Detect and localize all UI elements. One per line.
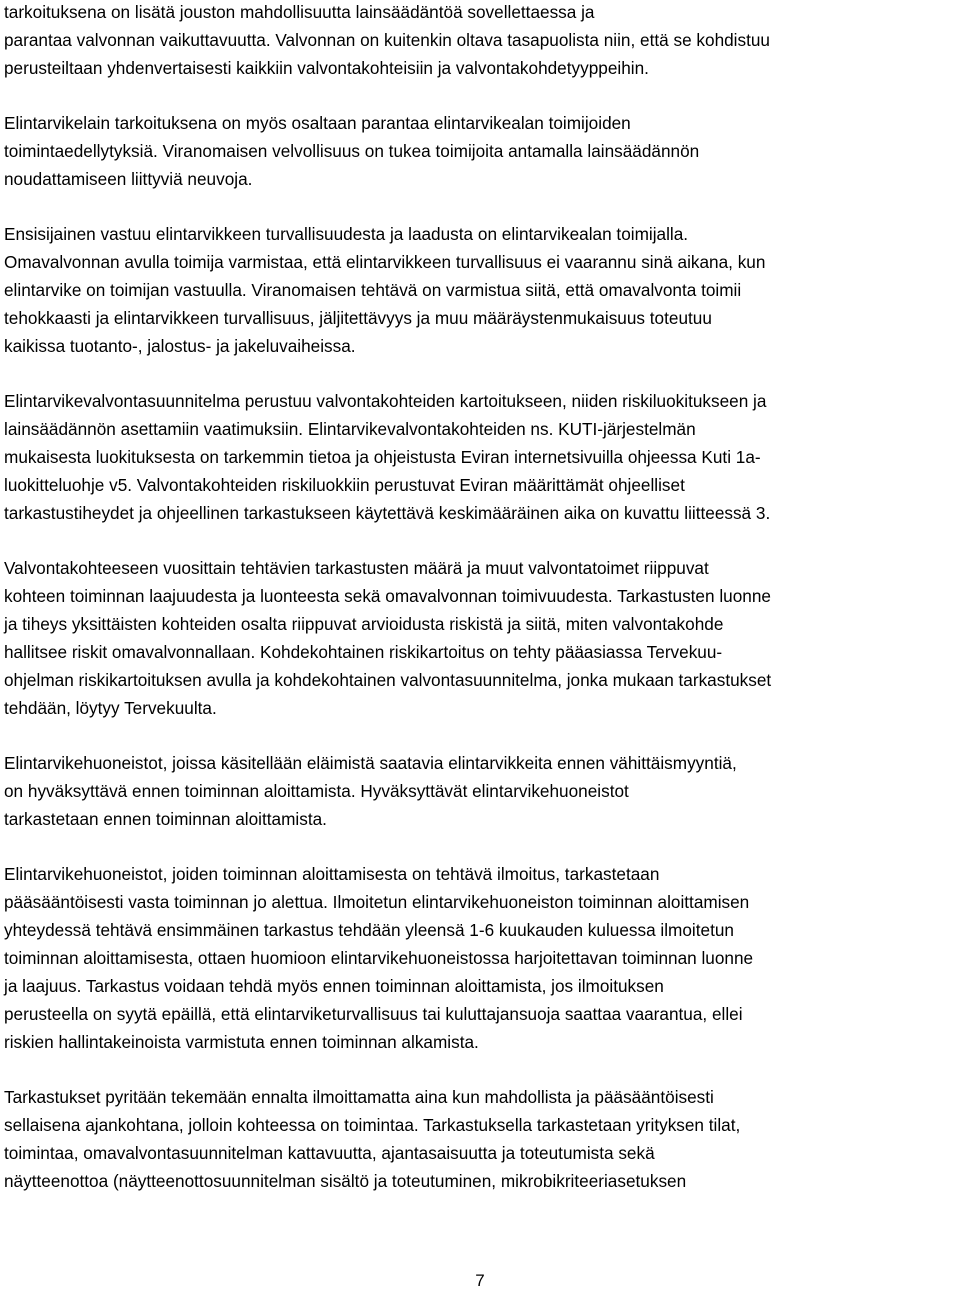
- paragraph-1: [4, 0, 958, 82]
- text-line: pääsääntöisesti vasta toiminnan jo alettua. Ilmoitetun elintarvikehuoneiston toiminnan aloittamisen: [4, 892, 750, 912]
- text-line: tehdään, löytyy Tervekuulta.: [4, 698, 217, 718]
- text-line: riskien hallintakeinoista varmistuta ennen toiminnan alkamista.: [4, 1032, 479, 1052]
- text-line: toiminnan aloittamisesta, ottaen huomioon elintarvikehuoneistossa harjoitettavan toiminnan luonne: [4, 948, 754, 968]
- text-line: Elintarvikehuoneistot, joiden toiminnan aloittamisesta on tehtävä ilmoitus, tarkastetaan: [4, 864, 660, 884]
- text-line: sellaisena ajankohtana, jolloin kohteessa on toimintaa. Tarkastuksella tarkastetaan yrityksen tilat,: [4, 1115, 741, 1135]
- text-line: toimintaedellytyksiä. Viranomaisen velvollisuus on tukea toimijoita antamalla lainsäädännön: [4, 141, 700, 161]
- text-line: parantaa valvonnan vaikuttavuutta. Valvonnan on kuitenkin oltava tasapuolista niin, että se kohdistuu: [4, 30, 770, 50]
- text-line: perusteella on syytä epäillä, että elintarviketurvallisuus tai kuluttajansuoja saattaa vaarantua, ellei: [4, 1004, 743, 1024]
- text-line: kohteen toiminnan laajuudesta ja luonteesta sekä omavalvonnan toimivuudesta. Tarkastusten luonne: [4, 586, 771, 606]
- text-line: tarkoituksena on lisätä jouston mahdollisuutta lainsäädäntöä sovellettaessa ja: [4, 2, 595, 22]
- text-line: noudattamiseen liittyviä neuvoja.: [4, 169, 253, 189]
- paragraph-5: [4, 554, 958, 722]
- text-line: kaikissa tuotanto-, jalostus- ja jakeluvaiheissa.: [4, 336, 356, 356]
- text-line: ja tiheys yksittäisten kohteiden osalta riippuvat arvioidusta riskistä ja siitä, miten valvontakohde: [4, 614, 724, 634]
- text-line: on hyväksyttävä ennen toiminnan aloittamista. Hyväksyttävät elintarvikehuoneistot: [4, 781, 629, 801]
- document-body: [4, 0, 958, 1222]
- text-line: ohjelman riskikartoituksen avulla ja kohdekohtainen valvontasuunnitelma, jonka mukaan tarkastukset: [4, 670, 772, 690]
- text-line: ja laajuus. Tarkastus voidaan tehdä myös ennen toiminnan aloittamista, jos ilmoituksen: [4, 976, 664, 996]
- text-line: Tarkastukset pyritään tekemään ennalta ilmoittamatta aina kun mahdollista ja pääsääntöisesti: [4, 1087, 714, 1107]
- paragraph-4: [4, 387, 958, 527]
- paragraph-8: [4, 1083, 958, 1195]
- text-line: Elintarvikelain tarkoituksena on myös osaltaan parantaa elintarvikealan toimijoiden: [4, 113, 631, 133]
- text-line: Omavalvonnan avulla toimija varmistaa, että elintarvikkeen turvallisuus ei vaarannu sinä aikana, kun: [4, 252, 766, 272]
- text-line: hallitsee riskit omavalvonnallaan. Kohdekohtainen riskikartoitus on tehty pääasiassa Tervekuu-: [4, 642, 723, 662]
- text-line: tarkastustiheydet ja ohjeellinen tarkastukseen käytettävä keskimääräinen aika on kuvattu liitteessä 3.: [4, 503, 771, 523]
- text-line: luokitteluohje v5. Valvontakohteiden riskiluokkiin perustuvat Eviran määrittämät ohjeelliset: [4, 475, 685, 495]
- text-line: yhteydessä tehtävä ensimmäinen tarkastus tehdään yleensä 1-6 kuukauden kuluessa ilmoitetun: [4, 920, 734, 940]
- paragraph-2: [4, 109, 958, 193]
- text-line: lainsäädännön asettamiin vaatimuksiin. Elintarvikevalvontakohteiden ns. KUTI-järjestelmän: [4, 419, 696, 439]
- text-line: Elintarvikehuoneistot, joissa käsitellään eläimistä saatavia elintarvikkeita ennen vähittäismyyntiä,: [4, 753, 737, 773]
- text-line: Valvontakohteeseen vuosittain tehtävien tarkastusten määrä ja muut valvontatoimet riippuvat: [4, 558, 709, 578]
- paragraph-6: [4, 749, 958, 833]
- text-line: perusteiltaan yhdenvertaisesti kaikkiin valvontakohteisiin ja valvontakohdetyyppeihin.: [4, 58, 649, 78]
- page-number: 7: [475, 1271, 485, 1290]
- text-line: tehokkaasti ja elintarvikkeen turvallisuus, jäljitettävyys ja muu määräystenmukaisuus toteutuu: [4, 308, 712, 328]
- text-line: toimintaa, omavalvontasuunnitelman kattavuutta, ajantasaisuutta ja toteutumista sekä: [4, 1143, 655, 1163]
- text-line: mukaisesta luokituksesta on tarkemmin tietoa ja ohjeistusta Eviran internetsivuilla ohjeessa Kuti 1a-: [4, 447, 761, 467]
- text-line: Elintarvikevalvontasuunnitelma perustuu valvontakohteiden kartoitukseen, niiden riskiluokitukseen ja: [4, 391, 767, 411]
- text-line: elintarvike on toimijan vastuulla. Viranomaisen tehtävä on varmistua siitä, että omavalvonta toimii: [4, 280, 742, 300]
- paragraph-7: [4, 860, 958, 1056]
- text-line: Ensisijainen vastuu elintarvikkeen turvallisuudesta ja laadusta on elintarvikealan toimijalla.: [4, 224, 689, 244]
- paragraph-3: [4, 220, 958, 360]
- text-line: näytteenottoa (näytteenottosuunnitelman sisältö ja toteutuminen, mikrobikriteeriasetuksen: [4, 1171, 687, 1191]
- text-line: tarkastetaan ennen toiminnan aloittamista.: [4, 809, 327, 829]
